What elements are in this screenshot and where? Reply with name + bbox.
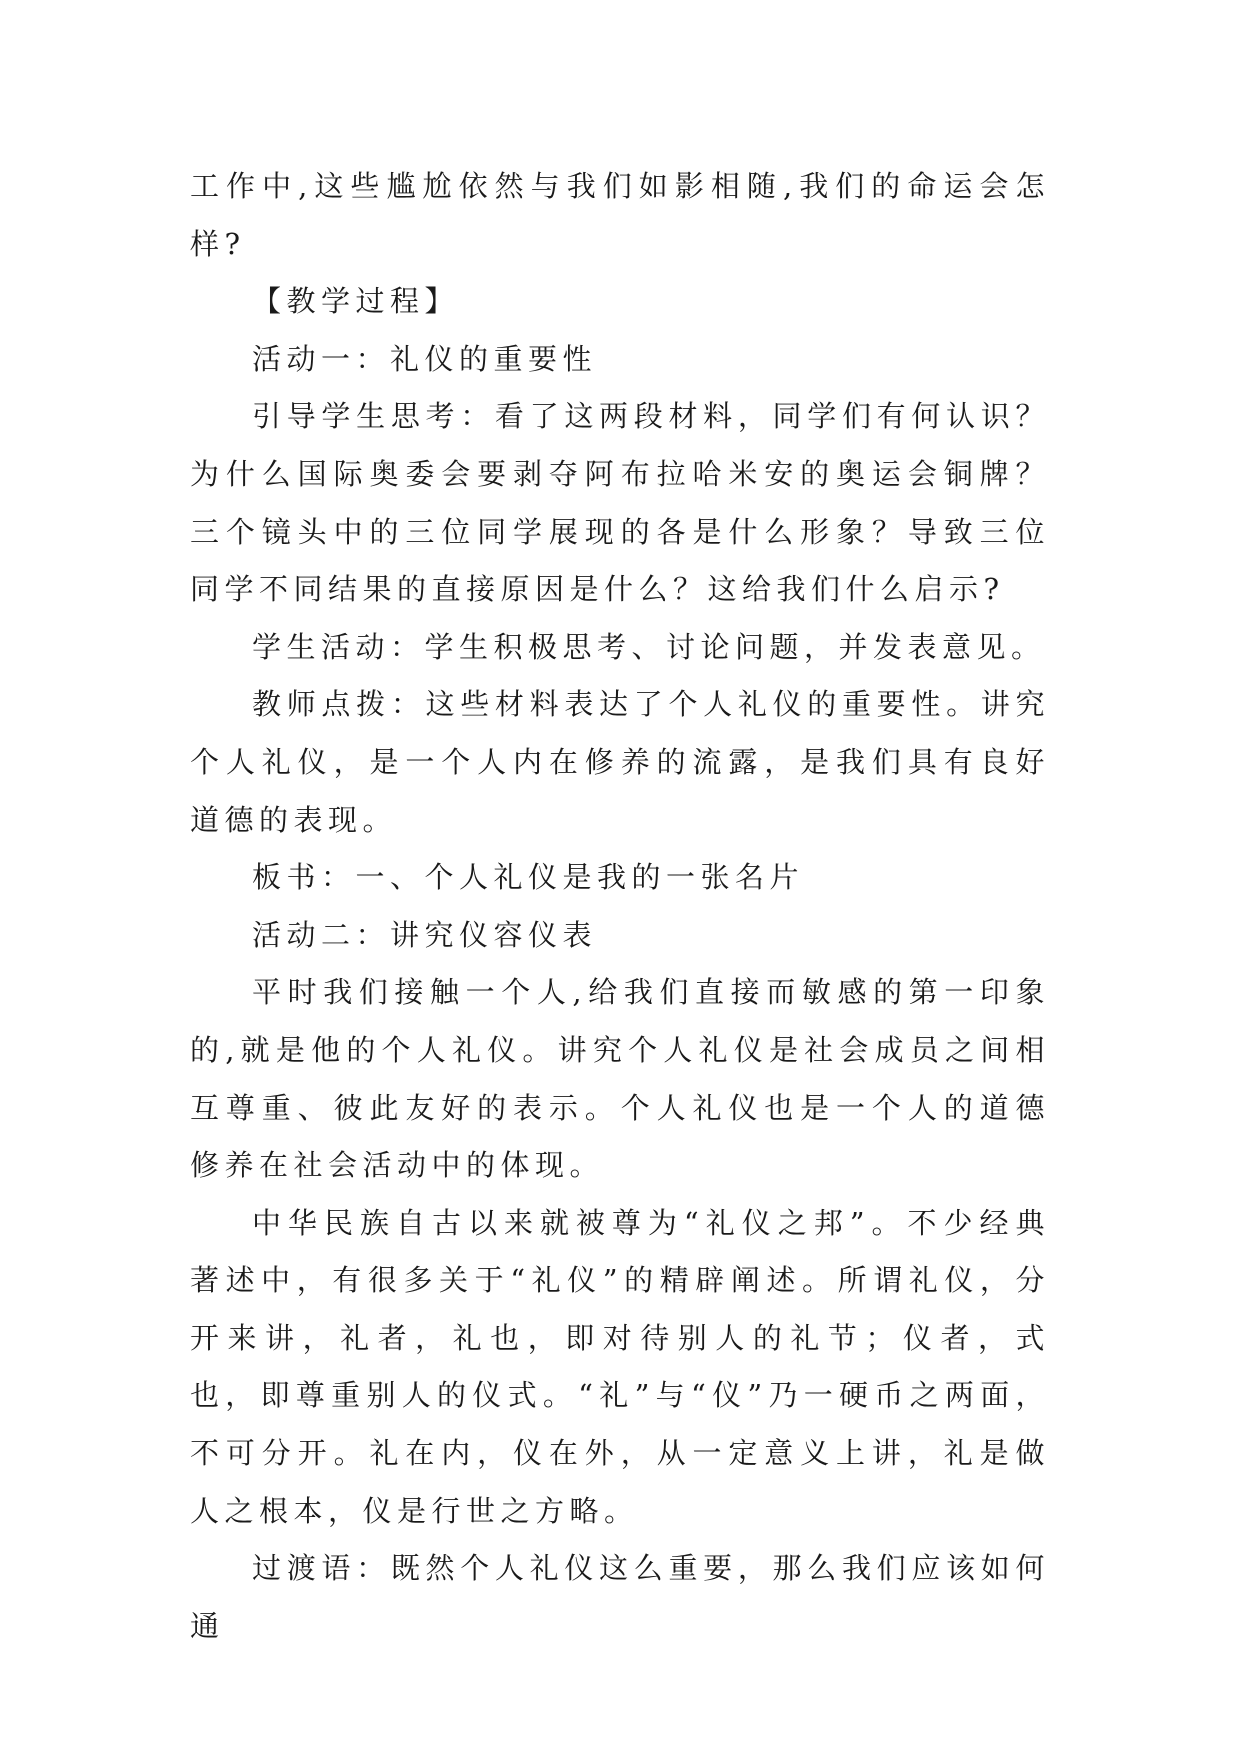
- paragraph-etiquette-nation: 中华民族自古以来就被尊为“礼仪之邦”。不少经典著述中，有很多关于“礼仪”的精辟阐述。所谓礼仪，分开来讲，礼者，礼也，即对待别人的礼节；仪者，式也，即尊重别人的仪式。“礼”与“仪”乃一硬币之两面，不可分开。礼在内，仪在外，从一定意义上讲，礼是做人之根本，仪是行世之方略。: [190, 1205, 1050, 1528]
- paragraph-continuation: 工作中,这些尴尬依然与我们如影相随,我们的命运会怎样?: [190, 169, 1050, 261]
- activity-one-heading: 活动一：礼仪的重要性: [252, 341, 598, 376]
- paragraph-transition: 过渡语：既然个人礼仪这么重要，那么我们应该如何通: [190, 1551, 1050, 1643]
- document-body: [190, 158, 1050, 1655]
- paragraph-student-activity: 学生活动：学生积极思考、讨论问题，并发表意见。: [252, 629, 1046, 664]
- activity-two-heading: 活动二：讲究仪容仪表: [252, 917, 598, 952]
- paragraph-first-impression: 平时我们接触一个人,给我们直接而敏感的第一印象的,就是他的个人礼仪。讲究个人礼仪是社会成员之间相互尊重、彼此友好的表示。个人礼仪也是一个人的道德修养在社会活动中的体现。: [190, 975, 1050, 1183]
- section-heading-teaching-process: 【教学过程】: [252, 284, 460, 319]
- paragraph-guide-students: 引导学生思考：看了这两段材料，同学们有何认识？为什么国际奥委会要剥夺阿布拉哈米安的奥运会铜牌？三个镜头中的三位同学展现的各是什么形象？导致三位同学不同结果的直接原因是什么？这给我们什么启示?: [190, 399, 1050, 607]
- paragraph-board-note: 板书：一、个人礼仪是我的一张名片: [252, 860, 805, 895]
- paragraph-teacher-guidance: 教师点拨：这些材料表达了个人礼仪的重要性。讲究个人礼仪，是一个人内在修养的流露，是我们具有良好道德的表现。: [190, 687, 1050, 837]
